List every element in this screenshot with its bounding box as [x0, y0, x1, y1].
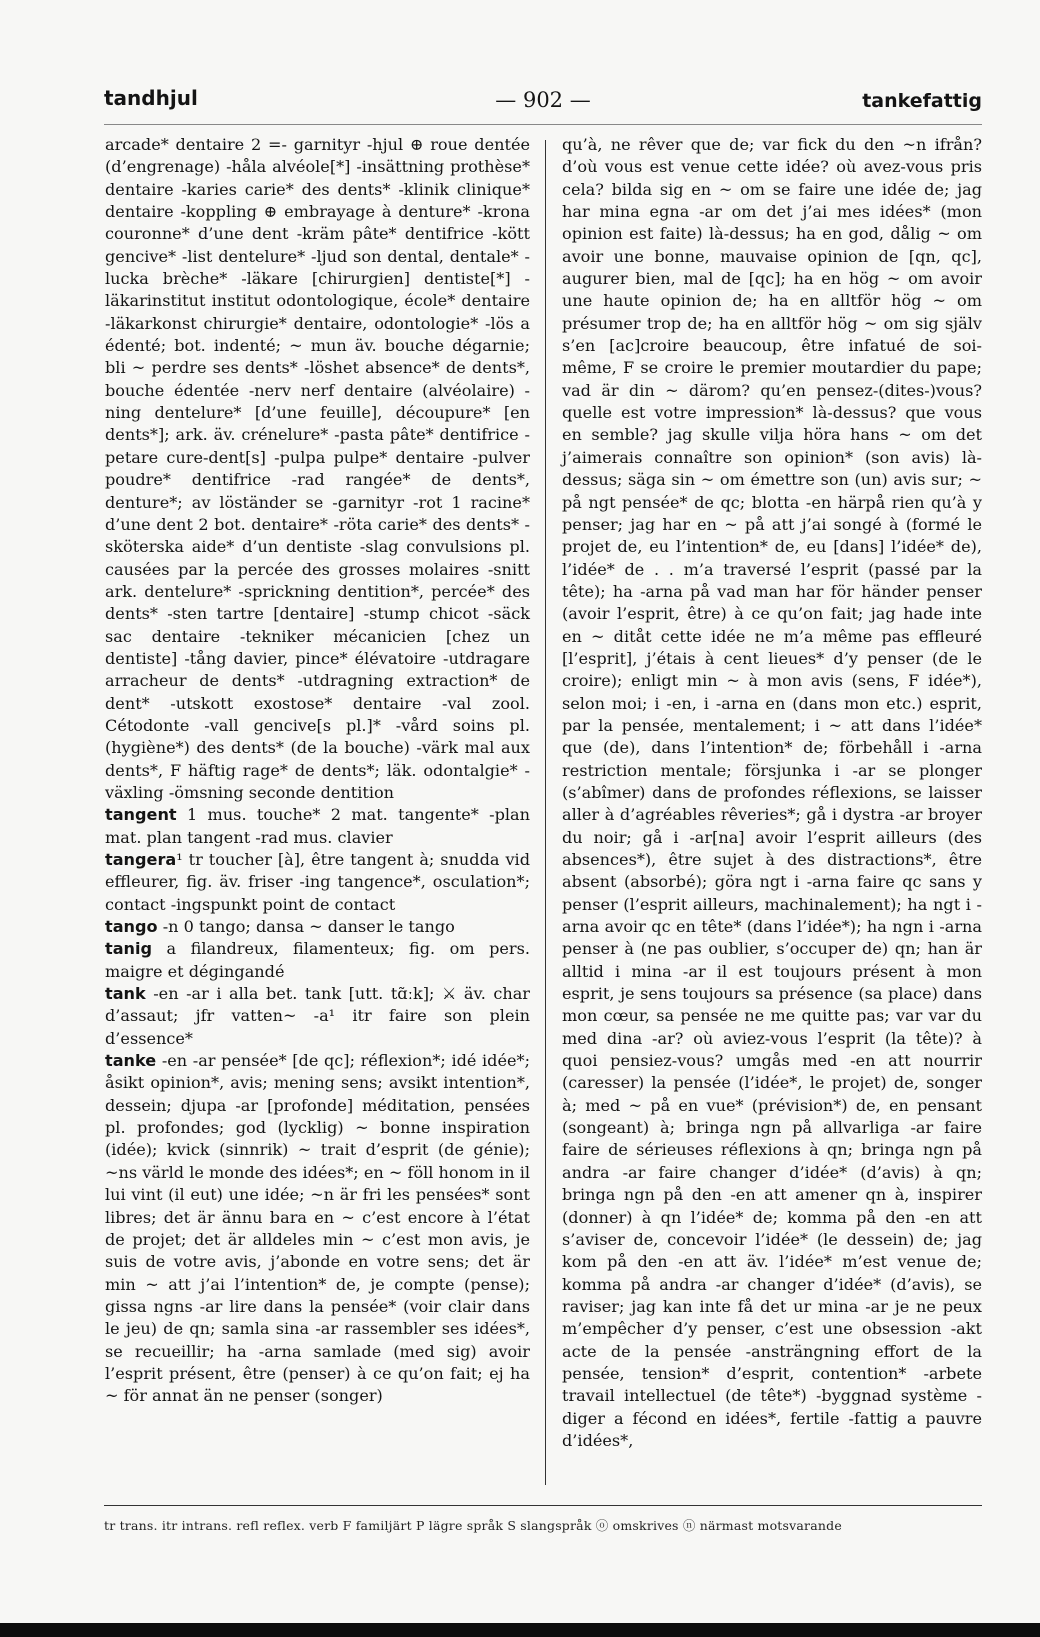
entry-text: ¹ tr toucher [à], être tangent à; snudda vid effleurer, fig. äv. friser -ing tangence*, osculation*; contact -ingspunkt point de contact: [105, 850, 530, 914]
entry-tank: [105, 983, 530, 1050]
scan-edge: [0, 1623, 1040, 1637]
page-header: [104, 86, 982, 120]
entry-text: -en -ar i alla bet. tank [utt. tɑ̃ːk]; ⚔ äv. char d’assaut; jfr vatten~ -a¹ itr faire son plein d’essence*: [105, 984, 530, 1048]
footer-rule: [104, 1505, 982, 1506]
entry-headword: tango: [105, 917, 158, 937]
abbreviation-legend: tr trans. itr intrans. refl reflex. verb F familjärt P lägre språk S slangspråk ⓞ omskrives ⓝ närmast motsvarande: [104, 1518, 842, 1533]
entry-headword: tank: [105, 984, 146, 1004]
entry-tango: [105, 916, 530, 938]
entry-text: arcade* dentaire 2 =- garnityr -hjul ⊕ roue dentée (d’engrenage) -håla alvéole[*] -insättning prothèse* dentaire -karies carie* des dents* -klinik clinique* dentaire -koppling ⊕ embrayage à denture* -krona couronne* d’une dent -kräm pâte* dentifrice -kött gencive* -list dentelure* -ljud son dental, dentale* -lucka brèche* -läkare [chirurgien] dentiste[*] -läkarinstitut institut odontologique, école* dentaire -läkarkonst chirurgie* dentaire, odontologie* -lös a édenté; bot. indenté; ~ mun äv. bouche dégarnie; bli ~ perdre ses dents* -löshet absence* de dents*, bouche édentée -nerv nerf dentaire (alvéolaire) -ning dentelure* [d’une feuille], découpure* [en dents*]; ark. äv. crénelure* -pasta pâte* dentifrice -petare cure-dent[s] -pulpa pulpe* dentaire -pulver poudre* dentifrice -rad rangée* de dents*, denture*; av löständer se -garnityr -rot 1 racine* d’une dent 2 bot. dentaire* -röta carie* des dents* -sköterska aide* d’un dentiste -slag convulsions pl. causées par la percée des grosses molaires -snitt ark. dentelure* -sprickning dentition*, percée* des dents* -sten tartre [dentaire] -stump chicot -säck sac dentaire -tekniker mécanicien [chez un dentiste] -tång davier, pince* élévatoire -utdragare arracheur de dents* -utdragning extraction* de dent* -utskott exostose* dentaire -val zool. Cétodonte -vall gencive[s pl.]* -vård soins pl. (hygiène*) des dents* (de la bouche) -värk mal aux dents*, F häftig rage* de dents*; läk. odontalgie* -växling -ömsning seconde dentition: [105, 135, 530, 802]
right-guide-word: tankefattig: [862, 90, 982, 112]
entry-headword: tanke: [105, 1051, 157, 1071]
entry-tanig: [105, 938, 530, 983]
right-column: [562, 134, 982, 1452]
entry-text: -n 0 tango; dansa ~ danser le tango: [157, 917, 455, 937]
entry-text: 1 mus. touche* 2 mat. tangente* -plan mat. plan tangent -rad mus. clavier: [105, 805, 530, 847]
entry-tangera: [105, 849, 530, 916]
entry-tangent: [105, 804, 530, 849]
entry-tanke: [105, 1050, 530, 1408]
entry-text: -en -ar pensée* [de qc]; réflexion*; idé idée*; åsikt opinion*, avis; mening sens; avsikt intention*, dessein; djupa -ar [profonde] méditation, pensées pl. profondes; god (lycklig) ~ bonne inspiration (idée); kvick (sinnrik) ~ trait d’esprit (de génie); ~ns värld le monde des idées*; en ~ föll honom in il lui vint (il eut) une idée; ~n är fri les pensées* sont libres; det är ännu bara en ~ c’est encore à l’état de projet; det är alldeles min ~ c’est mon avis, je suis de votre avis, j’abonde en votre sens; det är min ~ att j’ai l’intention* de, je compte (pense); gissa ngns -ar lire dans la pensée* (voir clair dans le jeu) de qn; samla sina -ar rassembler ses idées*, se recueillir; ha -arna samlade (med sig) avoir l’esprit présent, être (penser) à ce qu’on fait; ej ha ~ för annat än ne penser (songer): [105, 1051, 530, 1406]
column-separator: [545, 140, 546, 1485]
entry-headword: tangera: [105, 850, 177, 869]
page-number: — 902 —: [495, 88, 591, 112]
left-column: [105, 134, 530, 1408]
entry-text: a filandreux, filamenteux; fig. om pers. maigre et dégingandé: [105, 939, 530, 981]
entry-headword: tangent: [105, 805, 177, 825]
header-rule: [104, 124, 982, 125]
left-guide-word: tandhjul: [104, 86, 198, 110]
entry-headword: tanig: [105, 939, 153, 959]
entry-continuation: [105, 134, 530, 804]
entry-tanke-continued: qu’à, ne rêver que de; var fick du den ~n ifrån? d’où vous est venue cette idée? où avez-vous pris cela? bilda sig en ~ om se faire une idée de; jag har mina egna -ar om det j’ai mes idées* (mon opinion est faite) là-dessus; ha en god, dålig ~ om avoir une bonne, mauvaise opinion de [qn, qc], augurer bien, mal de [qc]; ha en hög ~ om avoir une haute opinion de; ha en alltför hög ~ om présumer trop de; ha en alltför hög ~ om sig själv s’en [ac]croire beaucoup, être infatué de soi-même, F se croire le premier moutardier du pape; vad är din ~ därom? qu’en pensez-(dites-)vous? quelle est votre impression* là-dessus? que vous en semble? jag skulle vilja höra hans ~ om det j’aimerais connaître son opinion* (son avis) là-dessus; säga sin ~ om émettre son (un) avis sur; ~ på ngt pensée* de qc; blotta -en härpå rien qu’à y penser; jag har en ~ på att j’ai songé à (formé le projet de, eu l’intention* de, eu [dans] l’idée* de), l’idée* de . . m’a traversé l’esprit (passé par la tête); ha -arna på vad man har för händer penser (avoir l’esprit, être) à ce qu’on fait; jag hade inte en ~ ditåt cette idée ne m’a même pas effleuré [l’esprit], j’étais à cent lieues* d’y penser (de le croire); enligt min ~ à mon avis (sens, F idée*), selon moi; i -en, i -arna en (dans mon etc.) esprit, par la pensée, mentalement; i ~ att dans l’idée* que (de), dans l’intention* de; förbehåll i -arna restriction mentale; försjunka i -ar se plonger (s’abîmer) dans de profondes réflexions, se laisser aller à d’agréables rêveries*; gå i dystra -ar broyer du noir; gå i -ar[na] avoir l’esprit ailleurs (des absences*), être sujet à des distractions*, être absent (absorbé); göra ngt i -arna faire qc sans y penser (l’esprit ailleurs, machinalement); ha ngt i -arna avoir qc en tête* (dans l’idée*); ha ngn i -arna penser à (ne pas oublier, s’occuper de) qn; han är alltid i mina -ar il est toujours présent à mon esprit, je sens toujours sa présence (sa place) dans mon cœur, sa pensée ne me quitte pas; var var du med dina -ar? où aviez-vous l’esprit (la tête)? à quoi pensiez-vous? umgås med -en att nourrir (caresser) la pensée (l’idée*, le projet) de, songer à; med ~ på en vue* (prévision*) de, en pensant (songeant) à; bringa ngn på allvarliga -ar faire faire de sérieuses réflexions à qn; bringa ngn på andra -ar faire changer d’idée* (d’avis) à qn; bringa ngn på den -en att amener qn à, inspirer (donner) à qn l’idée* de; komma på den -en att s’aviser de, concevoir l’idée* (le dessein) de; jag kom på den -en att äv. l’idée* m’est venue de; komma på andra -ar changer d’idée* (d’avis), se raviser; jag kan inte få det ur mina -ar je ne peux m’empêcher d’y penser, c’est une obsession -akt acte de la pensée -ansträngning effort de la pensée, tension* d’esprit, contention* -arbete travail intellectuel (de tête*) -byggnad système -diger a fécond en idées*, fertile -fattig a pauvre d’idées*,: [562, 135, 982, 1450]
